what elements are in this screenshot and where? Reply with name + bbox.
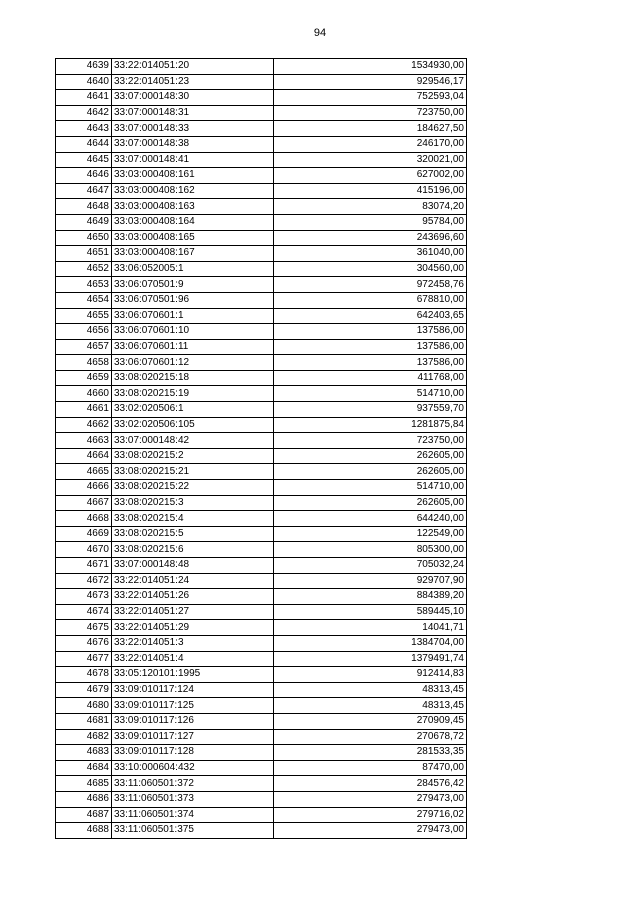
table-row xyxy=(56,308,467,324)
table-row xyxy=(56,370,467,386)
table-row xyxy=(56,277,467,293)
row-number-cell: 4667 xyxy=(56,495,112,511)
cadastral-number-cell: 33:09:010117:128 xyxy=(112,745,274,761)
cadastral-number-cell: 33:08:020215:3 xyxy=(112,495,274,511)
table-row xyxy=(56,667,467,683)
value-cell: 262605,00 xyxy=(274,464,467,480)
cadastral-number-cell: 33:06:070601:1 xyxy=(112,308,274,324)
table-row xyxy=(56,464,467,480)
value-cell: 1379491,74 xyxy=(274,651,467,667)
table-row xyxy=(56,791,467,807)
table-row xyxy=(56,745,467,761)
value-cell: 270678,72 xyxy=(274,729,467,745)
cadastral-number-cell: 33:02:020506:1 xyxy=(112,402,274,418)
row-number-cell: 4639 xyxy=(56,59,112,75)
cadastral-number-cell: 33:06:070601:10 xyxy=(112,324,274,340)
value-cell: 723750,00 xyxy=(274,433,467,449)
value-cell: 304560,00 xyxy=(274,261,467,277)
value-cell: 184627,50 xyxy=(274,121,467,137)
value-cell: 514710,00 xyxy=(274,480,467,496)
value-cell: 137586,00 xyxy=(274,324,467,340)
value-cell: 752593,04 xyxy=(274,90,467,106)
cadastral-number-cell: 33:09:010117:124 xyxy=(112,682,274,698)
table-row xyxy=(56,698,467,714)
row-number-cell: 4647 xyxy=(56,183,112,199)
row-number-cell: 4655 xyxy=(56,308,112,324)
table-row xyxy=(56,121,467,137)
cadastral-number-cell: 33:22:014051:27 xyxy=(112,604,274,620)
row-number-cell: 4687 xyxy=(56,807,112,823)
cadastral-number-cell: 33:11:060501:372 xyxy=(112,776,274,792)
cadastral-number-cell: 33:10:000604:432 xyxy=(112,760,274,776)
row-number-cell: 4658 xyxy=(56,355,112,371)
cadastral-number-cell: 33:06:070601:12 xyxy=(112,355,274,371)
row-number-cell: 4668 xyxy=(56,511,112,527)
value-cell: 279473,00 xyxy=(274,823,467,839)
table-row xyxy=(56,105,467,121)
row-number-cell: 4676 xyxy=(56,635,112,651)
cadastral-number-cell: 33:08:020215:4 xyxy=(112,511,274,527)
cadastral-number-cell: 33:11:060501:374 xyxy=(112,807,274,823)
row-number-cell: 4646 xyxy=(56,168,112,184)
cadastral-number-cell: 33:03:000408:167 xyxy=(112,246,274,262)
value-cell: 246170,00 xyxy=(274,136,467,152)
cadastral-number-cell: 33:07:000148:33 xyxy=(112,121,274,137)
value-cell: 14041,71 xyxy=(274,620,467,636)
table-row xyxy=(56,573,467,589)
table-row xyxy=(56,495,467,511)
cadastral-number-cell: 33:08:020215:5 xyxy=(112,526,274,542)
cadastral-number-cell: 33:06:070501:9 xyxy=(112,277,274,293)
row-number-cell: 4678 xyxy=(56,667,112,683)
cadastral-number-cell: 33:22:014051:4 xyxy=(112,651,274,667)
cadastral-number-cell: 33:06:070501:96 xyxy=(112,292,274,308)
table-row xyxy=(56,682,467,698)
cadastral-number-cell: 33:22:014051:23 xyxy=(112,74,274,90)
value-cell: 48313,45 xyxy=(274,682,467,698)
cadastral-number-cell: 33:03:000408:164 xyxy=(112,214,274,230)
value-cell: 284576,42 xyxy=(274,776,467,792)
row-number-cell: 4680 xyxy=(56,698,112,714)
table-row xyxy=(56,542,467,558)
row-number-cell: 4671 xyxy=(56,558,112,574)
cadastral-number-cell: 33:22:014051:3 xyxy=(112,635,274,651)
row-number-cell: 4682 xyxy=(56,729,112,745)
table-row xyxy=(56,729,467,745)
page-number: 94 xyxy=(313,27,327,39)
cadastral-value-table xyxy=(55,58,467,839)
cadastral-number-cell: 33:22:014051:26 xyxy=(112,589,274,605)
row-number-cell: 4643 xyxy=(56,121,112,137)
table-row xyxy=(56,292,467,308)
cadastral-number-cell: 33:07:000148:41 xyxy=(112,152,274,168)
table-row xyxy=(56,417,467,433)
value-cell: 937559,70 xyxy=(274,402,467,418)
table-row xyxy=(56,183,467,199)
cadastral-number-cell: 33:07:000148:48 xyxy=(112,558,274,574)
table-row xyxy=(56,136,467,152)
table-row xyxy=(56,261,467,277)
table-row xyxy=(56,651,467,667)
table-row xyxy=(56,807,467,823)
row-number-cell: 4660 xyxy=(56,386,112,402)
table-body xyxy=(56,59,467,839)
cadastral-number-cell: 33:11:060501:373 xyxy=(112,791,274,807)
row-number-cell: 4662 xyxy=(56,417,112,433)
row-number-cell: 4681 xyxy=(56,713,112,729)
value-cell: 912414,83 xyxy=(274,667,467,683)
value-cell: 1281875,84 xyxy=(274,417,467,433)
table-row xyxy=(56,339,467,355)
value-cell: 644240,00 xyxy=(274,511,467,527)
row-number-cell: 4661 xyxy=(56,402,112,418)
cadastral-number-cell: 33:08:020215:2 xyxy=(112,448,274,464)
table-row xyxy=(56,589,467,605)
value-cell: 884389,20 xyxy=(274,589,467,605)
value-cell: 805300,00 xyxy=(274,542,467,558)
table-row xyxy=(56,74,467,90)
row-number-cell: 4644 xyxy=(56,136,112,152)
row-number-cell: 4657 xyxy=(56,339,112,355)
cadastral-number-cell: 33:06:070601:11 xyxy=(112,339,274,355)
table-row xyxy=(56,526,467,542)
row-number-cell: 4669 xyxy=(56,526,112,542)
value-cell: 627002,00 xyxy=(274,168,467,184)
table-row xyxy=(56,433,467,449)
row-number-cell: 4685 xyxy=(56,776,112,792)
row-number-cell: 4666 xyxy=(56,480,112,496)
row-number-cell: 4652 xyxy=(56,261,112,277)
cadastral-number-cell: 33:07:000148:42 xyxy=(112,433,274,449)
table-row xyxy=(56,402,467,418)
value-cell: 48313,45 xyxy=(274,698,467,714)
row-number-cell: 4653 xyxy=(56,277,112,293)
cadastral-number-cell: 33:22:014051:24 xyxy=(112,573,274,589)
value-cell: 279716,02 xyxy=(274,807,467,823)
cadastral-number-cell: 33:08:020215:22 xyxy=(112,480,274,496)
value-cell: 281533,35 xyxy=(274,745,467,761)
value-cell: 415196,00 xyxy=(274,183,467,199)
row-number-cell: 4683 xyxy=(56,745,112,761)
value-cell: 1384704,00 xyxy=(274,635,467,651)
table-row xyxy=(56,230,467,246)
row-number-cell: 4663 xyxy=(56,433,112,449)
value-cell: 279473,00 xyxy=(274,791,467,807)
cadastral-number-cell: 33:02:020506:105 xyxy=(112,417,274,433)
value-cell: 87470,00 xyxy=(274,760,467,776)
table-row xyxy=(56,604,467,620)
value-cell: 929707,90 xyxy=(274,573,467,589)
cadastral-number-cell: 33:08:020215:21 xyxy=(112,464,274,480)
table-row xyxy=(56,511,467,527)
cadastral-number-cell: 33:03:000408:163 xyxy=(112,199,274,215)
row-number-cell: 4674 xyxy=(56,604,112,620)
value-cell: 361040,00 xyxy=(274,246,467,262)
cadastral-number-cell: 33:22:014051:20 xyxy=(112,59,274,75)
table-row xyxy=(56,355,467,371)
table-row xyxy=(56,620,467,636)
row-number-cell: 4677 xyxy=(56,651,112,667)
row-number-cell: 4670 xyxy=(56,542,112,558)
row-number-cell: 4673 xyxy=(56,589,112,605)
row-number-cell: 4645 xyxy=(56,152,112,168)
row-number-cell: 4656 xyxy=(56,324,112,340)
table-row xyxy=(56,199,467,215)
row-number-cell: 4672 xyxy=(56,573,112,589)
cadastral-number-cell: 33:06:052005:1 xyxy=(112,261,274,277)
row-number-cell: 4651 xyxy=(56,246,112,262)
cadastral-number-cell: 33:05:120101:1995 xyxy=(112,667,274,683)
cadastral-number-cell: 33:09:010117:125 xyxy=(112,698,274,714)
cadastral-number-cell: 33:03:000408:162 xyxy=(112,183,274,199)
table-row xyxy=(56,558,467,574)
value-cell: 411768,00 xyxy=(274,370,467,386)
cadastral-number-cell: 33:07:000148:31 xyxy=(112,105,274,121)
value-cell: 589445,10 xyxy=(274,604,467,620)
value-cell: 705032,24 xyxy=(274,558,467,574)
table-row xyxy=(56,776,467,792)
value-cell: 83074,20 xyxy=(274,199,467,215)
row-number-cell: 4640 xyxy=(56,74,112,90)
cadastral-number-cell: 33:09:010117:126 xyxy=(112,713,274,729)
cadastral-number-cell: 33:09:010117:127 xyxy=(112,729,274,745)
cadastral-number-cell: 33:03:000408:165 xyxy=(112,230,274,246)
table-row xyxy=(56,760,467,776)
value-cell: 137586,00 xyxy=(274,339,467,355)
cadastral-number-cell: 33:07:000148:30 xyxy=(112,90,274,106)
cadastral-number-cell: 33:07:000148:38 xyxy=(112,136,274,152)
table-row xyxy=(56,480,467,496)
row-number-cell: 4650 xyxy=(56,230,112,246)
cadastral-number-cell: 33:11:060501:375 xyxy=(112,823,274,839)
value-cell: 642403,65 xyxy=(274,308,467,324)
table-row xyxy=(56,90,467,106)
table-row xyxy=(56,214,467,230)
row-number-cell: 4664 xyxy=(56,448,112,464)
row-number-cell: 4648 xyxy=(56,199,112,215)
row-number-cell: 4686 xyxy=(56,791,112,807)
value-cell: 678810,00 xyxy=(274,292,467,308)
value-cell: 95784,00 xyxy=(274,214,467,230)
cadastral-number-cell: 33:08:020215:6 xyxy=(112,542,274,558)
row-number-cell: 4649 xyxy=(56,214,112,230)
value-cell: 262605,00 xyxy=(274,495,467,511)
value-cell: 243696,60 xyxy=(274,230,467,246)
row-number-cell: 4642 xyxy=(56,105,112,121)
row-number-cell: 4684 xyxy=(56,760,112,776)
table-row xyxy=(56,635,467,651)
value-cell: 262605,00 xyxy=(274,448,467,464)
value-cell: 929546,17 xyxy=(274,74,467,90)
row-number-cell: 4665 xyxy=(56,464,112,480)
table-row xyxy=(56,448,467,464)
cadastral-number-cell: 33:08:020215:18 xyxy=(112,370,274,386)
row-number-cell: 4688 xyxy=(56,823,112,839)
cadastral-number-cell: 33:03:000408:161 xyxy=(112,168,274,184)
table-row xyxy=(56,152,467,168)
table-row xyxy=(56,246,467,262)
row-number-cell: 4679 xyxy=(56,682,112,698)
value-cell: 320021,00 xyxy=(274,152,467,168)
table-row xyxy=(56,386,467,402)
value-cell: 723750,00 xyxy=(274,105,467,121)
value-cell: 514710,00 xyxy=(274,386,467,402)
value-cell: 137586,00 xyxy=(274,355,467,371)
value-cell: 1534930,00 xyxy=(274,59,467,75)
row-number-cell: 4675 xyxy=(56,620,112,636)
cadastral-number-cell: 33:22:014051:29 xyxy=(112,620,274,636)
table-row xyxy=(56,59,467,75)
table-row xyxy=(56,168,467,184)
value-cell: 972458,76 xyxy=(274,277,467,293)
value-cell: 122549,00 xyxy=(274,526,467,542)
row-number-cell: 4641 xyxy=(56,90,112,106)
table-row xyxy=(56,324,467,340)
table-row xyxy=(56,713,467,729)
cadastral-number-cell: 33:08:020215:19 xyxy=(112,386,274,402)
value-cell: 270909,45 xyxy=(274,713,467,729)
table-row xyxy=(56,823,467,839)
row-number-cell: 4659 xyxy=(56,370,112,386)
row-number-cell: 4654 xyxy=(56,292,112,308)
